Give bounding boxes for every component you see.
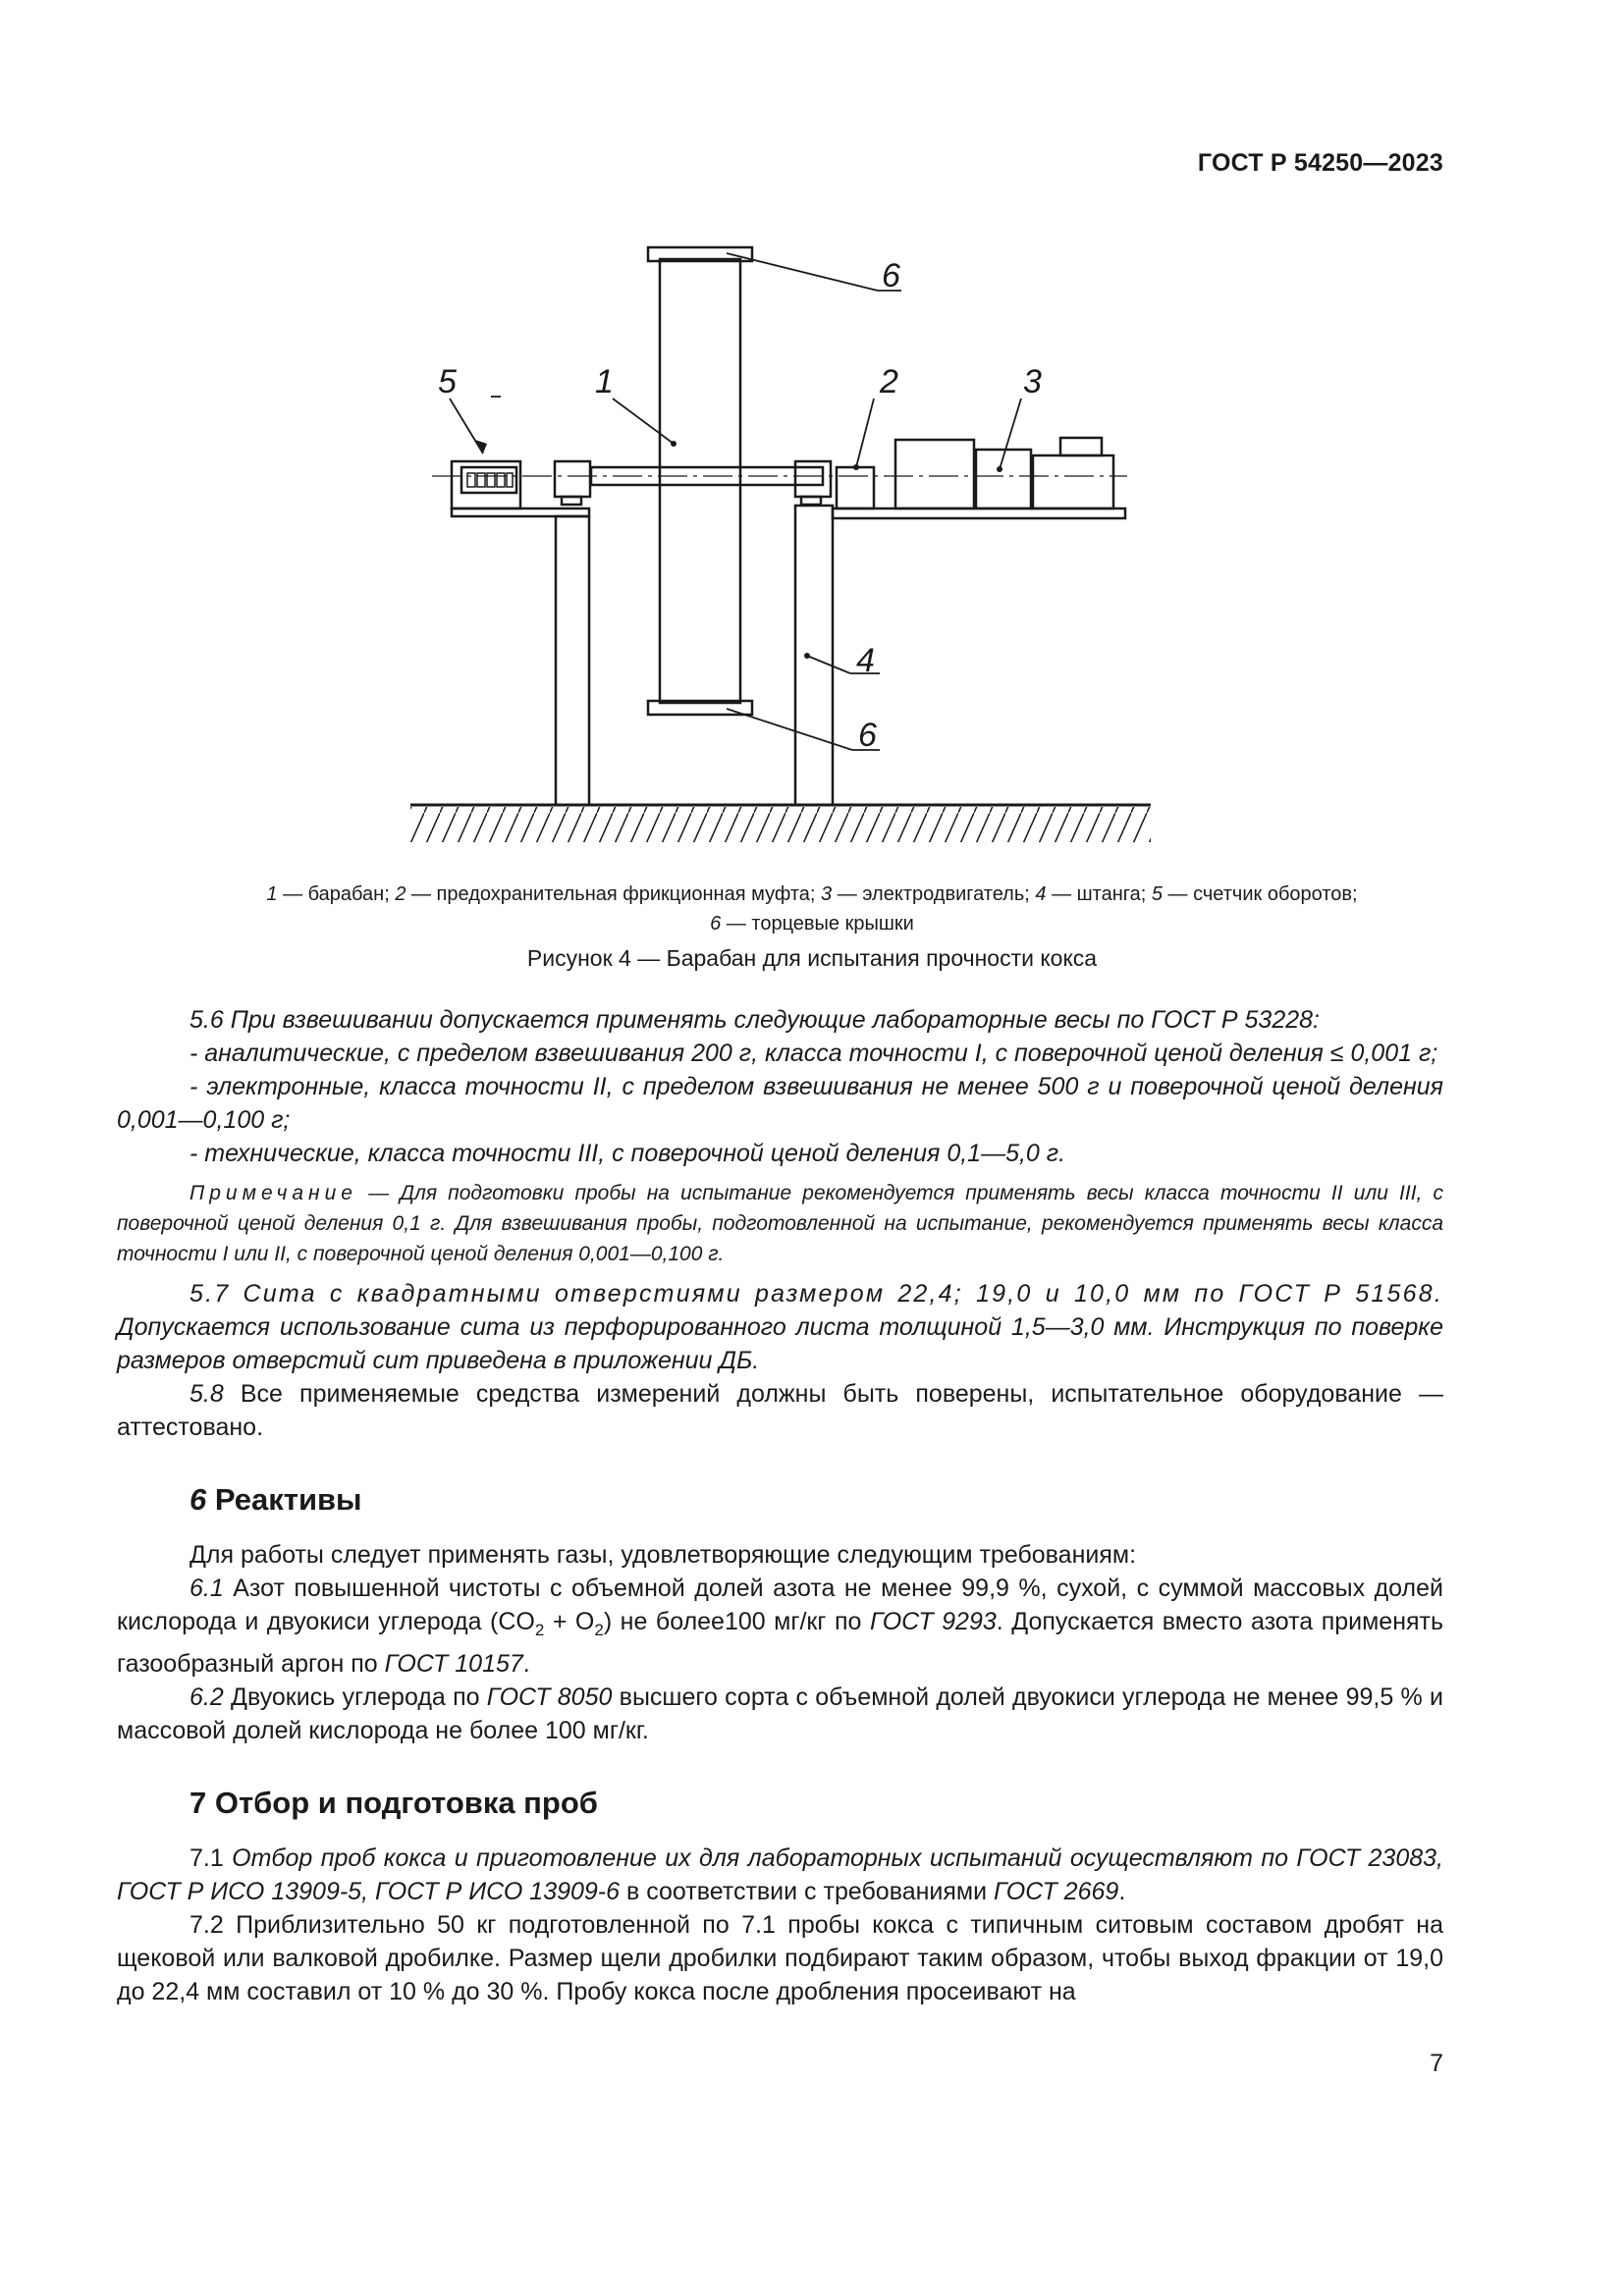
label-6-bottom: 6 <box>858 717 877 754</box>
para-5-6-item-2: - электронные, класса точности II, с пределом взвешивания не менее 500 г и поверочной ценой деления 0,001—0,100 г; <box>117 1073 1443 1134</box>
label-6-top: 6 <box>882 257 900 294</box>
label-4: 4 <box>856 642 875 679</box>
document-header: ГОСТ Р 54250—2023 <box>1197 149 1443 177</box>
page-number: 7 <box>1430 2050 1443 2077</box>
motor-body <box>895 440 974 508</box>
note-text: — Для подготовки пробы на испытание рекомендуется применять весы класса точности II или III, с поверочной ценой деления 0,1 г. Для взвешивания пробы, подготовленной на испытание, рекомендуется применять весы класса точности I или II, с поверочной ценой деления 0,001—0,100 г. <box>117 1182 1443 1265</box>
label-5: 5 <box>438 363 457 400</box>
drum-body <box>660 259 740 703</box>
right-platform <box>833 508 1125 518</box>
right-post <box>795 506 833 805</box>
label-2: 2 <box>880 363 898 400</box>
para-6-2: 6.2 Двуокись углерода по ГОСТ 8050 высшего сорта с объемной долей двуокиси углерода не менее 99,5 % и массовой долей кислорода не более 100 мг/кг. <box>117 1683 1443 1744</box>
note-label: Примечание <box>189 1182 357 1204</box>
left-post <box>556 516 589 805</box>
coupling <box>837 467 874 508</box>
legend-line-1: 1 — барабан; 2 — предохранительная фрикционная муфта; 3 — электродвигатель; 4 — штанга; 5 — счетчик оборотов; <box>266 883 1358 905</box>
motor-gearbox <box>1033 455 1113 508</box>
section-7-heading: 7 Отбор и подготовка проб <box>189 1786 598 1820</box>
para-6-1: 6.1 Азот повышенной чистоты с объемной долей азота не менее 99,9 %, сухой, с суммой массовых долей кислорода и двуокиси углерода $(CO_2 + O_2)$ не более100 мг/кг по ГОСТ 9293. Допускается вместо азота применять газообразный аргон по ГОСТ 10157. <box>117 1575 1444 1678</box>
para-5-6-lead: 5.6 При взвешивании допускается применять следующие лабораторные весы по ГОСТ Р 53228: <box>189 1006 1320 1034</box>
label-1: 1 <box>595 363 614 400</box>
label-3: 3 <box>1023 363 1042 400</box>
para-5-7: 5.7 Сита с квадратными отверстиями размером 22,4; 19,0 и 10,0 мм по ГОСТ Р 51568. Допускается использование сита из перфорированного листа толщиной 1,5—3,0 мм. Инструкция по поверке размеров отверстий сит приведена в приложении ДБ. <box>117 1280 1443 1374</box>
section-6-heading: 6 Реактивы <box>189 1482 362 1517</box>
figure-legend <box>118 880 1506 938</box>
section-6-intro: Для работы следует применять газы, удовлетворяющие следующим требованиям: <box>189 1541 1137 1569</box>
figure-caption: Рисунок 4 — Барабан для испытания прочности кокса <box>526 945 1098 971</box>
para-7-1: 7.1 Отбор проб кокса и приготовление их для лабораторных испытаний осуществляют по ГОСТ 23083, ГОСТ Р ИСО 13909-5, ГОСТ Р ИСО 13909-6 в соответствии с требованиями ГОСТ 2669. <box>117 1844 1443 1905</box>
document-body <box>117 1003 1443 2008</box>
motor-terminal <box>1060 438 1102 455</box>
para-5-6-item-1: - аналитические, с пределом взвешивания 200 г, класса точности I, с поверочной ценой деления ≤ 0,001 г; <box>189 1040 1438 1067</box>
left-bearing <box>555 461 590 497</box>
legend-line-2: 6 — торцевые крышки <box>710 913 914 934</box>
para-5-6-item-3: - технические, класса точности III, с поверочной ценой деления 0,1—5,0 г. <box>189 1140 1066 1167</box>
note <box>117 1178 1443 1269</box>
counter-box <box>461 467 516 493</box>
drum-figure <box>393 234 1168 862</box>
para-5-8: 5.8 Все применяемые средства измерений должны быть поверены, испытательное оборудование — аттестовано. <box>117 1380 1443 1441</box>
ground-hatch <box>410 807 1151 842</box>
para-7-2: 7.2 Приблизительно 50 кг подготовленной по 7.1 пробы кокса с типичным ситовым составом дробят на щековой или валковой дробилке. Размер щели дробилки подбирают таким образом, чтобы выход фракции от 19,0 до 22,4 мм составил от 10 % до 30 %. Пробу кокса после дробления просеивают на <box>117 1911 1443 2005</box>
